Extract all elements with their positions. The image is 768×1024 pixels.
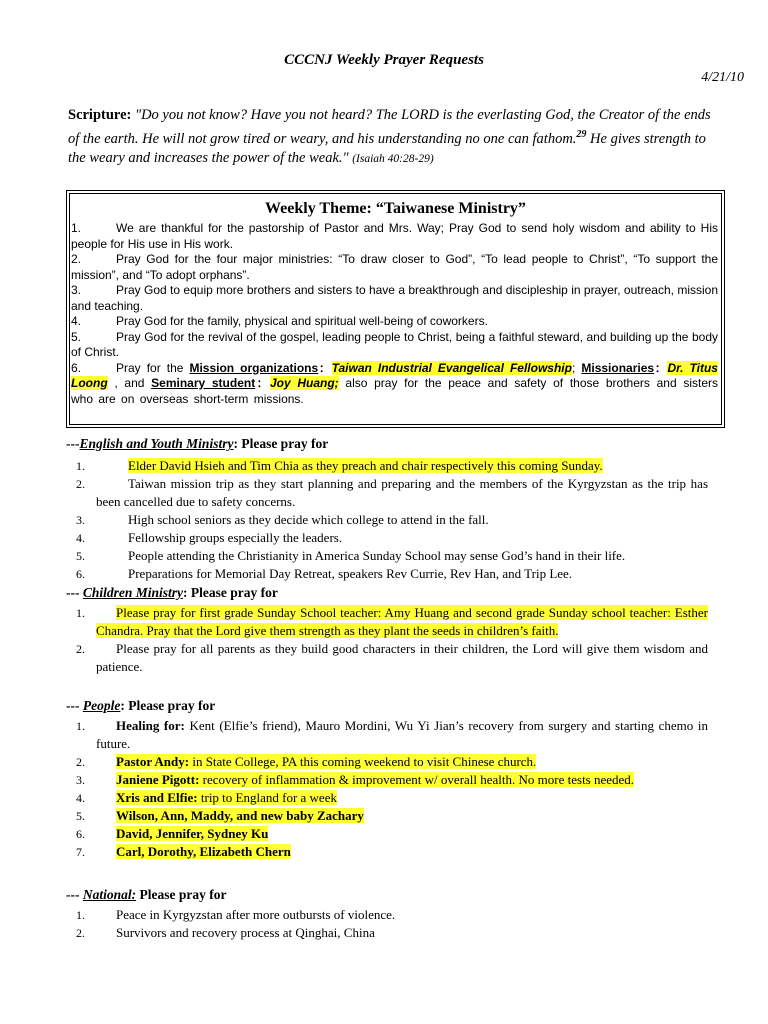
mission-organizations-label: Mission organizations xyxy=(189,360,319,375)
item-text: Taiwan mission trip as they start planning and preparing and the members of the Kyrgyzstan as the trip has been cancelled due to safety concerns. xyxy=(96,476,708,509)
list-item xyxy=(66,789,708,807)
separator: ： xyxy=(318,360,332,375)
children-ministry-heading xyxy=(66,585,278,601)
item-text: in State College, PA this coming weekend to visit Chinese church. xyxy=(189,754,537,769)
list-item xyxy=(66,717,708,753)
theme-item xyxy=(71,221,718,252)
item-number: 3. xyxy=(76,513,85,527)
scripture-label: Scripture xyxy=(68,107,127,123)
scripture-reference: (Isaiah 40:28-29) xyxy=(352,152,434,165)
document-date: 4/21/10 xyxy=(701,70,744,85)
item-number: 2. xyxy=(71,252,82,266)
item-text: We are thankful for the pastorship of Pastor and Mrs. Way; Pray God to send holy wisdom and ability to His people for His use in His work. xyxy=(71,221,718,251)
list-item xyxy=(66,565,708,583)
heading-prefix: --- xyxy=(66,585,83,600)
list-item xyxy=(66,529,708,547)
separator: ： xyxy=(255,376,270,390)
theme-item xyxy=(71,283,718,314)
item-text: recovery of inflammation & improvement w/ overall health. No more tests needed. xyxy=(199,772,635,787)
list-item xyxy=(66,604,708,640)
people-heading xyxy=(66,698,215,714)
list-item xyxy=(66,825,708,843)
item-number: 4. xyxy=(76,531,85,545)
english-youth-list xyxy=(66,457,708,583)
verse-number: 29 xyxy=(576,129,587,140)
list-item xyxy=(66,771,708,789)
item-name: Healing for: xyxy=(116,718,185,733)
item-name: Carl, Dorothy, Elizabeth Chern xyxy=(116,844,291,859)
item-text: Pray God for the family, physical and spiritual well-being of coworkers. xyxy=(116,314,488,328)
heading-prefix: --- xyxy=(66,698,83,713)
missionary-name: Dr. Titus Loong xyxy=(71,360,718,390)
item-name: Wilson, Ann, Maddy, and new baby Zachary xyxy=(116,808,364,823)
item-number: 1. xyxy=(76,606,85,620)
item-number: 2. xyxy=(76,926,85,940)
english-youth-heading xyxy=(66,436,328,452)
weekly-theme-title: Weekly Theme: “Taiwanese Ministry” xyxy=(265,200,526,217)
list-item xyxy=(66,547,708,565)
item-number: 5. xyxy=(76,809,85,823)
scripture-block xyxy=(68,106,718,169)
item-text: Peace in Kyrgyzstan after more outbursts of violence. xyxy=(116,907,396,922)
seminary-student-label: Seminary student xyxy=(151,376,256,390)
item-text: People attending the Christianity in America Sunday School may sense God’s hand in their life. xyxy=(128,548,626,563)
item-text: also pray for the peace and safety of those brothers and sisters who are on overseas short-term missions. xyxy=(71,376,719,406)
separator: ; xyxy=(571,360,576,375)
item-text: Please pray for first grade Sunday School teacher: Amy Huang and second grade Sunday school teacher: Esther Chandra. Pray that the Lord give them strength as they plant the seeds in children’s faith. xyxy=(96,605,708,638)
item-number: 1. xyxy=(71,221,82,235)
item-number: 1. xyxy=(76,908,85,922)
item-text: Pray God for the four major ministries: “To draw closer to God”, “To lead people to Christ”, “To support the mission”, and “To adopt orphans”. xyxy=(71,252,718,282)
separator: ： xyxy=(654,360,668,375)
national-heading xyxy=(66,887,227,903)
item-text: Fellowship groups especially the leaders. xyxy=(128,530,343,545)
item-text: Elder David Hsieh and Tim Chia as they preach and chair respectively this coming Sunday. xyxy=(128,458,603,473)
list-item xyxy=(66,753,708,771)
heading-label: Children Ministry xyxy=(82,585,184,600)
heading-suffix: : Please pray for xyxy=(183,585,278,600)
heading-prefix: --- xyxy=(66,436,80,451)
item-number: 2. xyxy=(76,477,85,491)
item-number: 2. xyxy=(76,642,85,656)
item-number: 3. xyxy=(76,773,85,787)
seminary-student-name: Joy Huang; xyxy=(269,376,339,390)
item-text: Pray for the xyxy=(116,360,190,375)
list-item xyxy=(66,457,708,475)
item-name: Pastor Andy: xyxy=(116,754,190,769)
item-name: Xris and Elfie: xyxy=(116,790,198,805)
document-title: CCCNJ Weekly Prayer Requests xyxy=(284,52,484,68)
theme-item xyxy=(71,314,718,330)
scripture-text-2: He gives strength to the weary and increases the power of the weak." xyxy=(68,130,706,166)
list-item xyxy=(66,843,708,861)
theme-list xyxy=(71,221,718,407)
item-number: 2. xyxy=(76,755,85,769)
weekly-theme-box xyxy=(66,190,725,428)
heading-label: People xyxy=(82,698,121,713)
item-number: 6. xyxy=(76,567,85,581)
mission-organization-name: Taiwan Industrial Evangelical Fellowship xyxy=(331,360,572,375)
item-number: 7. xyxy=(76,845,85,859)
missionaries-label: Missionaries xyxy=(581,360,655,375)
item-number: 4. xyxy=(71,314,82,328)
item-text: Please pray for all parents as they build good characters in their children, the Lord will give them wisdom and patience. xyxy=(96,641,708,674)
item-number: 3. xyxy=(71,283,82,297)
heading-suffix: : Please pray for xyxy=(233,436,329,451)
list-item xyxy=(66,924,708,942)
scripture-text-1: "Do you not know? Have you not heard? The LORD is the everlasting God, the Creator of the ends of the earth. He will not grow tired or weary, and his understanding no one can fathom. xyxy=(68,107,711,147)
item-text: trip to England for a week xyxy=(197,790,337,805)
theme-item xyxy=(71,252,718,283)
list-item xyxy=(66,475,708,511)
list-item xyxy=(66,906,708,924)
item-name: David, Jennifer, Sydney Ku xyxy=(116,826,269,841)
item-text: High school seniors as they decide which college to attend in the fall. xyxy=(128,512,489,527)
item-text: Preparations for Memorial Day Retreat, speakers Rev Currie, Rev Han, and Trip Lee. xyxy=(128,566,573,581)
item-number: 4. xyxy=(76,791,85,805)
theme-item xyxy=(71,330,718,361)
item-number: 6. xyxy=(76,827,85,841)
item-text: Pray God for the revival of the gospel, leading people to Christ, being a faithful steward, and building up the body of Christ. xyxy=(71,329,718,359)
heading-prefix: --- xyxy=(66,887,83,902)
item-text: , and xyxy=(107,376,152,390)
item-name: Janiene Pigott: xyxy=(116,772,200,787)
item-text: Survivors and recovery process at Qinghai, China xyxy=(116,925,375,940)
item-number: 6. xyxy=(71,360,82,375)
item-number: 1. xyxy=(76,459,85,473)
item-number: 1. xyxy=(76,719,85,733)
heading-suffix: : Please pray for xyxy=(120,698,216,713)
heading-label: National: xyxy=(82,887,137,902)
item-number: 5. xyxy=(76,549,85,563)
list-item xyxy=(66,511,708,529)
theme-item-missions xyxy=(71,361,718,408)
list-item xyxy=(66,807,708,825)
scripture-colon: : xyxy=(126,107,135,123)
item-text: Kent (Elfie’s friend), Mauro Mordini, Wu Yi Jian’s recovery from surgery and starting chemo in future. xyxy=(96,718,709,751)
people-list xyxy=(66,717,708,861)
heading-suffix: Please pray for xyxy=(136,887,227,902)
children-ministry-list xyxy=(66,604,708,676)
heading-label: English and Youth Ministry xyxy=(79,436,234,451)
item-number: 5. xyxy=(71,329,82,344)
national-list xyxy=(66,906,708,942)
item-text: Pray God to equip more brothers and sisters to have a breakthrough and discipleship in prayer, outreach, mission and teaching. xyxy=(71,283,718,313)
list-item xyxy=(66,640,708,676)
